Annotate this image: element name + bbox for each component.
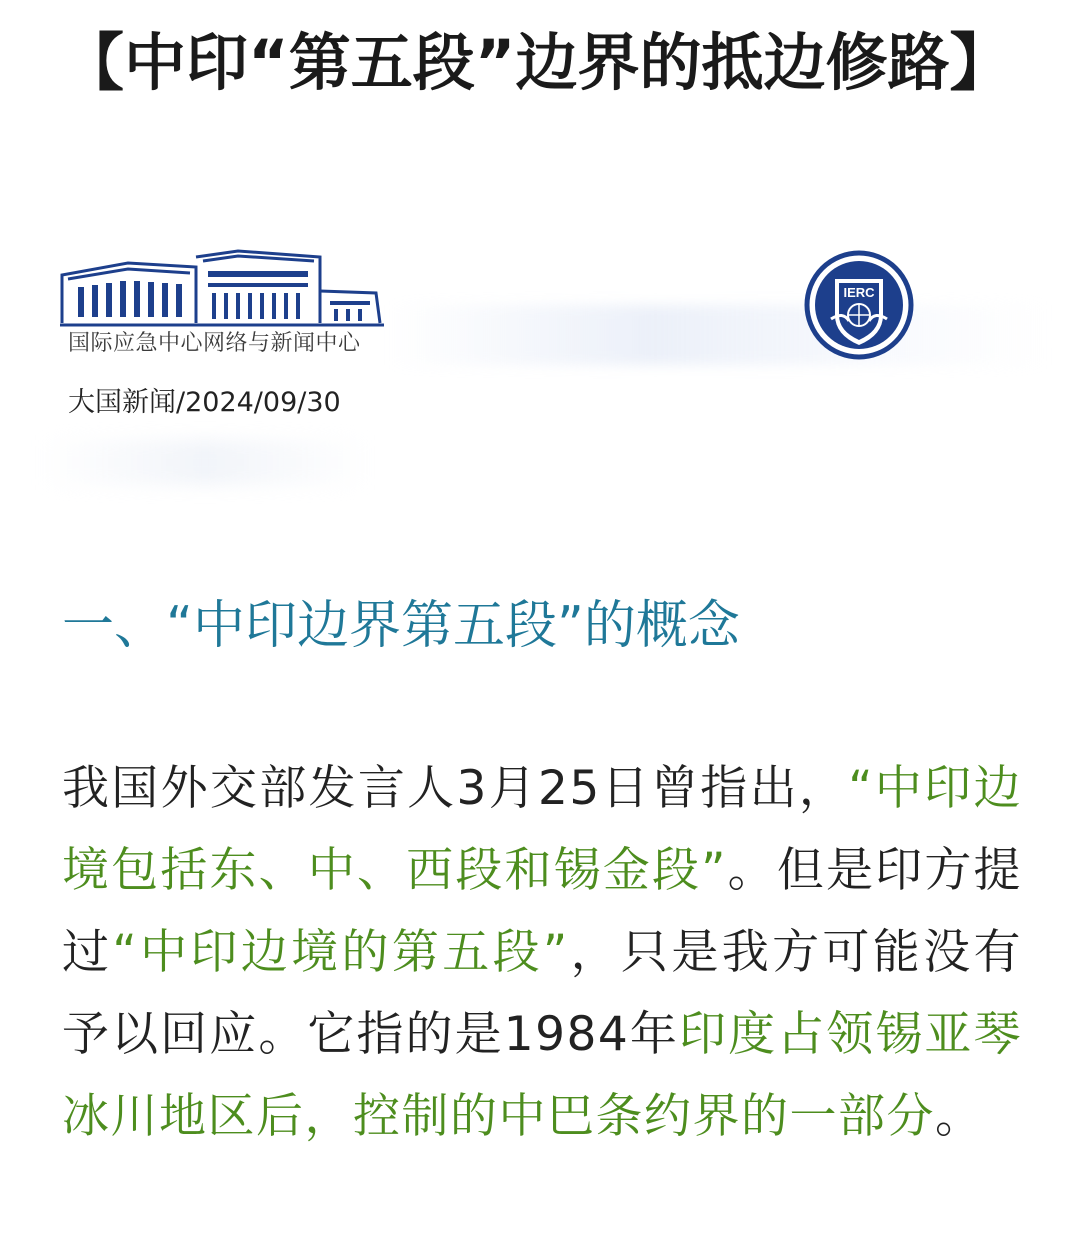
highlighted-text: 印度占领锡亚琴冰川地区后，控制的中巴条约界的一部分 <box>62 1007 1023 1144</box>
banner <box>58 245 1058 375</box>
paragraph-text: ，只是我方可能没有予以回应。它指的是1984年 <box>62 925 1023 1062</box>
article-paragraph <box>62 748 1022 1158</box>
banner-watermark <box>388 305 1048 365</box>
org-name: 国际应急中心网络与新闻中心 <box>68 331 361 356</box>
article-title: 【中印“第五段”边界的抵边修路】 <box>62 26 1012 99</box>
byline: 大国新闻/2024/09/30 <box>68 387 341 418</box>
highlighted-quote: “中印边境的第五段” <box>112 925 569 980</box>
paragraph-text: 。 <box>935 1089 984 1144</box>
paragraph-text: 我国外交部发言人3月25日曾指出， <box>62 761 849 816</box>
emblem-text: IERC <box>843 285 875 300</box>
ierc-emblem-icon <box>803 249 915 361</box>
paragraph-text: 。但是印方提过 <box>62 843 1022 980</box>
section-heading: 一、“中印边界第五段”的概念 <box>62 596 740 656</box>
highlighted-quote: “中印边境包括东、中、西段和锡金段” <box>62 761 1022 898</box>
blurred-caption <box>40 440 370 485</box>
building-logo <box>58 245 398 330</box>
